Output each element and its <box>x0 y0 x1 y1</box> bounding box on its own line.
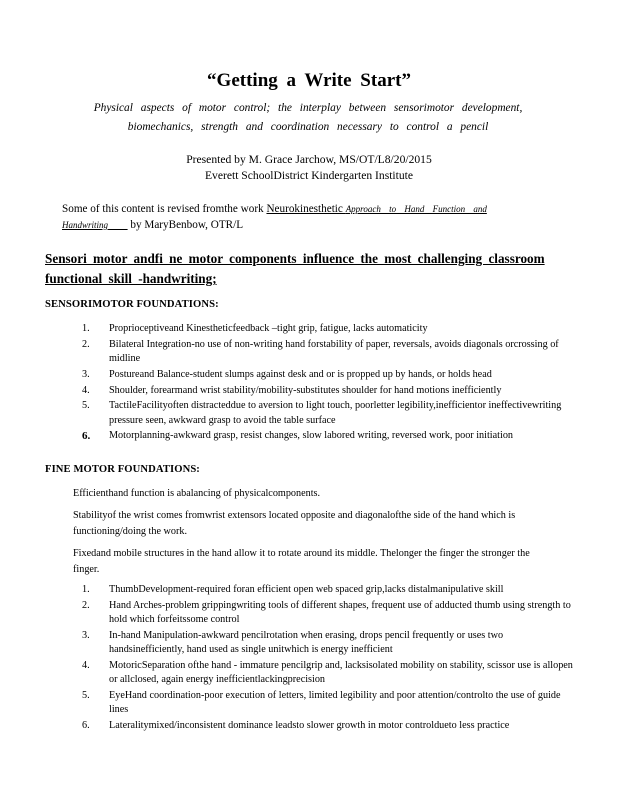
revision-note <box>62 201 562 233</box>
list-text: Shoulder, forearmand wrist stability/mobility-substitutes shoulder for hand motions inefficiently <box>109 384 502 396</box>
section-headline: Sensori motor andfi ne motor components influence the most challenging classroom functional skill -handwriting; <box>45 251 545 286</box>
document-title: “Getting a Write Start” <box>207 70 411 91</box>
presenter-line: Presented by M. Grace Jarchow, MS/OT/L8/20/2015 <box>186 153 432 166</box>
list-number: 4. <box>82 659 90 671</box>
work-title-italic-2: Handwriting <box>62 220 109 230</box>
list-text: MotoricSeparation ofthe hand - immature pencilgrip and, lacksisolated mobility on stability, scissor use is allopen or allclosed, again energy inefficientlackingprecision <box>109 659 573 685</box>
list-text: In-hand Manipulation-awkward pencilrotation when erasing, drops pencil frequently or uses two handsinefficiently, hand used as single unitwhich is energy inefficient <box>109 629 504 655</box>
fine-motor-heading: FINE MOTOR FOUNDATIONS: <box>45 464 200 475</box>
list-number: 1. <box>82 323 90 334</box>
list-number: 1. <box>82 584 90 595</box>
list-number: 3. <box>82 629 90 641</box>
work-name: Neurokinesthetic <box>266 203 346 215</box>
list-number: 2. <box>82 599 90 611</box>
fine-motor-item <box>78 689 578 717</box>
fine-motor-paragraph-3: Fixedand mobile structures in the hand allow it to rotate around its middle. Thelonger the finger the stronger the finger. <box>73 548 530 575</box>
list-text: Motorplanning-awkward grasp, resist changes, slow labored writing, reversed work, poor initiation <box>109 430 514 442</box>
list-text: Lateralitymixed/inconsistent dominance leadsto slower growth in motor controldueto less practice <box>109 719 510 731</box>
fine-motor-item <box>78 629 578 657</box>
work-title-italic: Approach to Hand Function and <box>345 204 487 214</box>
list-text: Proprioceptiveand Kinestheticfeedback –tight grip, fatigue, lacks automaticity <box>109 323 428 334</box>
sensorimotor-list <box>78 322 578 445</box>
sensorimotor-item <box>78 322 578 336</box>
fine-motor-paragraph-1: Efficienthand function is abalancing of physicalcomponents. <box>73 488 321 499</box>
sensorimotor-item <box>78 368 578 382</box>
sensorimotor-item <box>78 338 578 366</box>
list-number: 6. <box>82 719 90 731</box>
list-text: EyeHand coordination-poor execution of letters, limited legibility and poor attention/controlto the use of guide lines <box>109 689 561 715</box>
list-number: 5. <box>82 689 90 701</box>
fine-motor-list <box>78 583 578 735</box>
fine-motor-paragraph-2: Stabilityof the wrist comes fromwrist extensors located opposite and diagonalofthe side of the hand which is functioning/doing the work. <box>73 510 516 537</box>
fine-motor-item <box>78 599 578 627</box>
list-text: Bilateral Integration-no use of non-writing hand forstability of paper, reversals, avoids diagonals orcrossing of midline <box>109 338 559 364</box>
presenter-info <box>0 152 618 184</box>
fine-motor-item <box>78 583 578 597</box>
fine-motor-item <box>78 659 578 687</box>
list-number: 2. <box>82 338 90 350</box>
institute-line: Everett SchoolDistrict Kindergarten Institute <box>204 169 414 182</box>
list-number: 3. <box>82 368 90 380</box>
list-number: 6. <box>82 430 91 443</box>
list-number: 5. <box>82 400 90 412</box>
sensorimotor-item <box>78 384 578 398</box>
sensorimotor-item <box>78 429 578 443</box>
revision-prefix: Some of this content is revised fromthe work <box>62 203 267 215</box>
list-text: TactileFacilityoften distracteddue to aversion to light touch, poorletter legibility,inefficientor ineffectivewriting pressure seen, awkward grasp to avoid the table surface <box>109 400 562 426</box>
list-text: ThumbDevelopment-required foran efficient open web spaced grip,lacks distalmanipulative skill <box>109 584 504 595</box>
sensorimotor-item <box>78 399 578 427</box>
sensorimotor-heading: SENSORIMOTOR FOUNDATIONS: <box>45 299 219 310</box>
list-text: Postureand Balance-student slumps against desk and or is propped up by hands, or holds head <box>109 368 492 380</box>
fine-motor-item <box>78 719 578 733</box>
list-number: 4. <box>82 384 90 396</box>
document-subtitle: Physical aspects of motor control; the interplay between sensorimotor development, biomechanics, strength and coordination necessary to control a pencil <box>93 102 523 133</box>
work-author: by MaryBenbow, OTR/L <box>130 219 244 231</box>
list-text: Hand Arches-problem grippingwriting tools of different shapes, frequent use of adducted thumb using strength to hold which forfeitssome control <box>109 599 571 625</box>
